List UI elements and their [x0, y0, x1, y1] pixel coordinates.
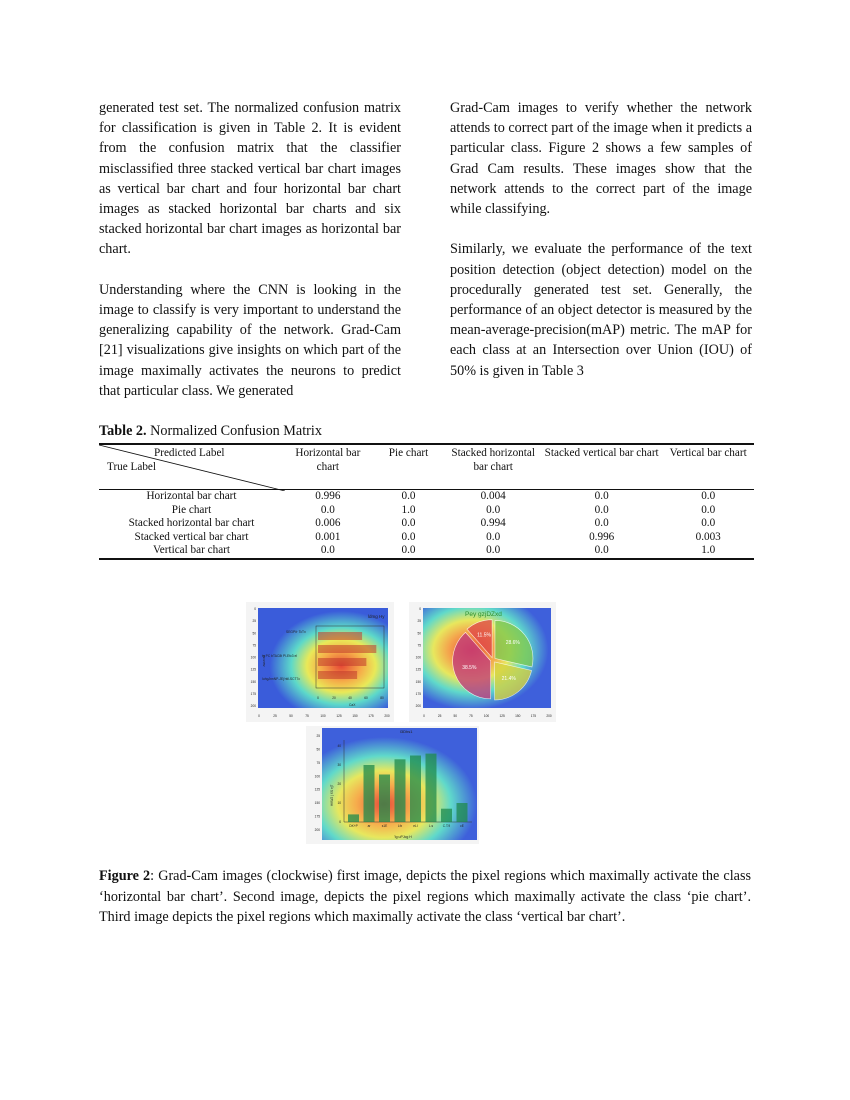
left-paragraph-2: Understanding where the CNN is looking in the image to classify is very important to understand the generalizing capability of the network. Grad-Cam [21] visualizations give insights on which part of the image maximally activates the neurons to predict that particular class. We generated	[99, 281, 401, 399]
pie-x-tick-label: 75	[469, 714, 473, 718]
pie-y-tick-label: 25	[417, 619, 421, 624]
hbar-label-1: SEGPit· TcTx	[286, 630, 306, 634]
vbar-bar	[348, 814, 359, 822]
figure-caption-text: : Grad-Cam images (clockwise) first image, depicts the pixel regions which maximally activate the class ‘horizontal bar chart’. Second image, depicts the pixel regions which maximally activate the class ‘pie chart’. Third image depicts the pixel regions which maximally activate the class ‘vertical bar chart’.	[99, 868, 751, 925]
table-cell: 0.001	[315, 530, 341, 543]
figure-caption-label: Figure 2	[99, 868, 151, 884]
hbar-x-tick-label: 100	[320, 714, 326, 718]
vbar-y-ticks	[315, 734, 321, 832]
table-cell: 0.0	[701, 517, 716, 529]
pie-slice-label: 38.5%	[462, 664, 477, 671]
row-label: Pie chart	[171, 503, 212, 516]
hbar-x-tick-label: 175	[368, 714, 374, 718]
pie-x-tick-label: 150	[515, 714, 521, 718]
vbar-inner-y-tick-label: 20	[337, 782, 341, 786]
vbar-title: l3Dhs1	[400, 729, 413, 734]
vbar-bar	[364, 765, 375, 822]
vbar-inner-y-tick-label: 0	[339, 820, 341, 824]
pie-x-ticks	[423, 714, 552, 718]
true-label-header: True Label	[107, 461, 156, 473]
hbar-x-tick-label: 125	[336, 714, 342, 718]
row-label: Vertical bar chart	[152, 544, 230, 556]
pie-y-tick-label: 200	[415, 704, 421, 708]
pie-x-tick-label: 0	[423, 714, 425, 718]
hbar-x-tick-label: 0	[258, 714, 260, 718]
hbar-inner-x-tick-label: 40	[348, 696, 352, 700]
hbar-y-tick-label: 200	[250, 704, 256, 708]
hbar-x-tick-label: 50	[289, 714, 293, 718]
hbar-y-tick-label: 125	[250, 667, 256, 672]
pie-y-tick-label: 75	[417, 643, 421, 648]
vbar-inner-y-tick-label: 30	[337, 763, 341, 767]
table-cell: 0.996	[589, 530, 615, 543]
column-header: Stacked horizontal bar chart	[445, 444, 541, 490]
table-row	[99, 544, 754, 559]
vbar-y-tick-label: 125	[314, 787, 320, 792]
right-paragraph-1: Grad-Cam images to verify whether the network attends to correct part of the image when it predicts a particular class. Figure 2 shows a few samples of Grad Cam results. These images show that the network attends to the correct part of the image while classifying.	[450, 100, 752, 218]
table-cell: 0.006	[315, 517, 341, 529]
table-row	[99, 504, 754, 518]
table-cell: 0.0	[594, 503, 609, 516]
table-caption-label: Table 2.	[99, 423, 147, 439]
pie-y-tick-label: 100	[415, 655, 421, 660]
hbar-bar	[318, 671, 357, 679]
gradcam-vbar-image	[306, 726, 479, 844]
vbar-bar	[379, 775, 390, 823]
hbar-x-tick-label: 200	[384, 714, 390, 718]
hbar-inner-x-tick-label: 80	[380, 696, 384, 700]
pie-x-tick-label: 175	[530, 714, 537, 718]
table-cell: 1.0	[401, 503, 416, 516]
table-cell: 0.0	[594, 490, 609, 502]
vbar-bar	[457, 803, 468, 822]
pie-y-ticks	[416, 607, 422, 708]
pie-y-tick-label: 0	[419, 607, 421, 611]
hbar-x-ticks	[258, 714, 390, 718]
pie-x-tick-label: 100	[483, 714, 490, 718]
pie-y-tick-label: 175	[415, 691, 421, 696]
vbar-category-label: C.T.9	[442, 824, 451, 828]
hbar-bar	[318, 632, 362, 640]
vbar-y-tick-label: 200	[314, 828, 320, 832]
vbar-inner-y-tick-label: 10	[337, 801, 341, 805]
table-cell: 0.0	[701, 490, 716, 502]
pie-x-tick-label: 200	[546, 714, 552, 718]
vbar-bar	[395, 759, 406, 822]
hbar-y-tick-label: 100	[250, 655, 256, 660]
row-label: Stacked horizontal bar chart	[128, 517, 255, 529]
vbar-category-label: DK+P	[349, 824, 358, 828]
vbar-y-tick-label: 50	[316, 747, 320, 752]
hbar-y-tick-label: 0	[254, 607, 256, 611]
hbar-y-tick-label: 150	[250, 679, 256, 684]
confusion-matrix-table	[99, 443, 754, 560]
pie-y-tick-label: 50	[417, 631, 421, 636]
vbar-category-label: cE	[460, 824, 464, 828]
pie-x-tick-label: 125	[499, 714, 505, 718]
hbar-inner-ylabel: JWe8 KJ	[262, 655, 266, 667]
table-caption-text: Normalized Confusion Matrix	[150, 423, 322, 439]
table-cell: 0.0	[486, 503, 501, 516]
gradcam-hbar-panel	[246, 602, 394, 722]
vbar-inner-xlabel: 'Ig uPJcg H	[394, 835, 412, 839]
hbar-y-tick-label: 75	[252, 643, 256, 648]
pie-slice-label: 21.4%	[501, 675, 516, 682]
table-cell: 0.0	[401, 490, 416, 502]
column-header: Horizontal bar chart	[284, 444, 372, 490]
pie-x-tick-label: 50	[453, 714, 458, 718]
vbar-category-label: ar	[367, 824, 371, 828]
gradcam-pie-image	[409, 602, 556, 722]
figure-caption	[99, 866, 751, 928]
table-cell: 0.0	[594, 544, 609, 556]
hbar-label-3: IuhgJnnNP-JEj'ntil-SCT7c	[262, 677, 301, 681]
hbar-inner-x-tick-label: 20	[332, 696, 336, 700]
vbar-category-label: Lfx	[397, 824, 403, 828]
column-header: Vertical bar chart	[662, 444, 754, 490]
table-cell: 0.994	[480, 517, 506, 529]
table-cell: 0.996	[315, 490, 341, 502]
hbar-y-tick-label: 50	[252, 631, 256, 636]
right-paragraph-2: Similarly, we evaluate the performance of the text position detection (object detection) model on the procedurally generated test set. Generally, the performance of an object detector is measured by the mean-average-precision(mAP) metric. The mAP for each class at an Intersection over Union (IOU) of 50% is given in Table 3	[450, 241, 752, 379]
pie-y-tick-label: 150	[415, 679, 421, 684]
table-cell: 0.0	[486, 544, 501, 556]
table-cell: 0.0	[701, 503, 716, 516]
vbar-y-tick-label: 100	[314, 774, 320, 779]
pie-slice-label: 28.6%	[505, 640, 520, 647]
column-header: Stacked vertical bar chart	[541, 444, 662, 490]
table-cell: 0.0	[401, 517, 416, 529]
predicted-label-header: Predicted Label	[154, 447, 225, 459]
hbar-inner-x-tick-label: 60	[364, 696, 368, 700]
vbar-inner-ylabel: HKW2 | XS ejT	[330, 784, 334, 806]
vbar-category-label: s1E	[381, 824, 388, 828]
hbar-inner-xlabel: CaX	[349, 703, 356, 707]
table-cell: 0.003	[695, 530, 721, 543]
vbar-y-tick-label: 150	[314, 801, 320, 806]
pie-x-tick-label: 25	[437, 714, 442, 718]
pie-y-tick-label: 125	[415, 667, 421, 672]
vbar-category-label: eLI	[413, 824, 418, 828]
right-text-column	[450, 98, 752, 401]
hbar-x-tick-label: 150	[352, 714, 358, 718]
vbar-category-label: L.s	[428, 824, 434, 828]
pie-slice-label: 11.5%	[477, 632, 491, 639]
hbar-x-tick-label: 75	[305, 714, 309, 718]
table-header-row	[99, 444, 754, 490]
left-paragraph-1: generated test set. The normalized confusion matrix for classification is given in Table 2. It is evident from the confusion matrix that the classifier misclassified three stacked vertical bar chart images as vertical bar chart and four horizontal bar chart images as stacked horizontal bar charts and six stacked horizontal bar chart images as horizontal bar chart.	[99, 100, 401, 258]
pie-title: Pey gzjDZxd	[465, 611, 502, 618]
hbar-label-2: tg PC bTAC8t Pl-Efc3 el	[262, 654, 298, 658]
table-row	[99, 531, 754, 545]
vbar-y-tick-label: 75	[316, 760, 320, 765]
gradcam-hbar-image	[246, 602, 394, 722]
vbar-inner-y-tick-label: 40	[337, 744, 341, 748]
hbar-y-tick-label: 25	[252, 619, 256, 624]
gradcam-vbar-panel	[306, 726, 479, 844]
hbar-x-tick-label: 25	[273, 714, 277, 718]
hbar-title: ldmg Hy	[368, 614, 385, 619]
table-cell: 0.0	[320, 544, 335, 556]
table-cell: 0.0	[401, 530, 416, 543]
vbar-bar	[441, 809, 452, 822]
table-caption	[99, 423, 322, 440]
vbar-y-tick-label: 175	[314, 814, 320, 819]
row-label: Horizontal bar chart	[146, 490, 237, 502]
table-row	[99, 490, 754, 504]
table-cell: 0.004	[480, 490, 506, 502]
table-cell: 0.0	[401, 544, 416, 556]
hbar-bar	[318, 645, 376, 653]
gradcam-pie-panel	[409, 602, 556, 722]
hbar-y-ticks	[251, 607, 257, 708]
table-cell: 1.0	[701, 544, 716, 556]
row-label: Stacked vertical bar chart	[134, 530, 249, 543]
table-cell: 0.0	[320, 503, 335, 516]
table-cell: 0.0	[486, 530, 501, 543]
column-header: Pie chart	[372, 444, 446, 490]
vbar-y-tick-label: 25	[316, 734, 320, 738]
table-cell: 0.0	[594, 517, 609, 529]
vbar-bar	[426, 754, 437, 822]
hbar-y-tick-label: 175	[250, 691, 256, 696]
left-text-column	[99, 98, 401, 421]
vbar-bar	[410, 756, 421, 823]
table-corner-cell	[99, 444, 284, 490]
hbar-bar	[318, 658, 366, 666]
hbar-inner-x-tick-label: 0	[317, 696, 319, 700]
table-row	[99, 517, 754, 531]
